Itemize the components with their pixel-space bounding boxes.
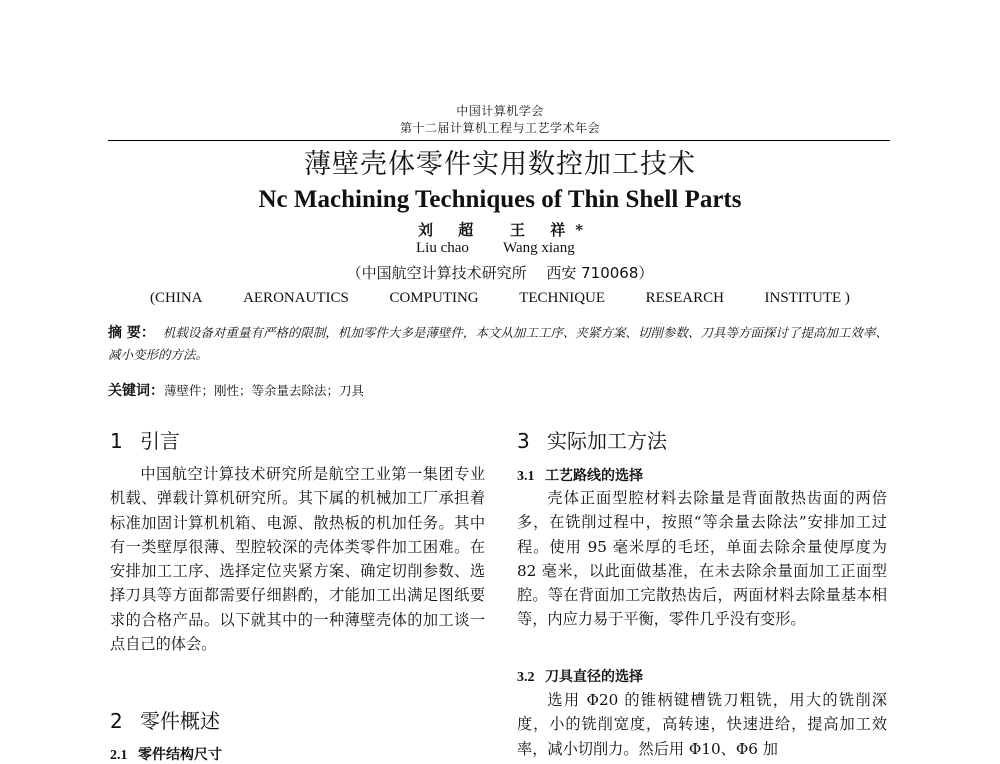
keywords (108, 380, 890, 400)
abstract (108, 322, 890, 366)
subsection-title: 刀具直径的选择 (545, 669, 643, 685)
conference-org: 中国计算机学会 (456, 104, 544, 118)
section-number: 3 (517, 429, 530, 453)
affiliation-word: COMPUTING (389, 290, 479, 306)
subsection-heading-process-route (517, 465, 643, 485)
affiliation-english (150, 290, 850, 307)
title-chinese: 薄壁壳体零件实用数控加工技术 (304, 149, 696, 180)
section-number: 2 (110, 709, 123, 733)
section-heading-part-overview (110, 705, 220, 731)
subsection-number: 2.1 (110, 748, 128, 763)
abstract-text: 机载设备对重量有严格的限制，机加零件大多是薄壁件，本文从加工工序、夹紧方案、切削参数、刀具等方面探讨了提高加工效率、减小变形的方法。 (108, 325, 888, 362)
introduction-paragraph: 中国航空计算技术研究所是航空工业第一集团专业机载、弹载计算机研究所。其下属的机械加工厂承担着标准加固计算机机箱、电源、散热板的机加任务。其中有一类壁厚很薄、型腔较深的壳体类零件加工困难。在安排加工工序、选择定位夹紧方案、确定切削参数、选择刀具等方面都需要仔细斟酌，才能加工出满足图纸要求的合格产品。以下就其中的一种薄壁壳体的加工谈一点自己的体会。 (110, 465, 485, 654)
section-number: 1 (110, 429, 123, 453)
section-title: 实际加工方法 (547, 429, 667, 453)
affiliation-word: TECHNIQUE (519, 290, 606, 306)
keywords-text: 薄壁件；刚性；等余量去除法；刀具 (164, 383, 365, 398)
keywords-label: 关键词： (108, 383, 164, 399)
tool-diameter-paragraph: 选用 Φ20 的锥柄键槽铣刀粗铣，用大的铣削深度，小的铣削宽度，高转速，快速进给，提高加工效率，减小切削力。然后用 Φ10、Φ6 加 (517, 691, 887, 758)
header-rule (108, 140, 890, 141)
subsection-heading-part-dimensions (110, 744, 222, 764)
abstract-label: 摘 要： (108, 325, 155, 341)
conference-name: 第十二届计算机工程与工艺学术年会 (399, 121, 600, 135)
subsection-number: 3.2 (517, 670, 535, 685)
affiliation-word: RESEARCH (645, 290, 724, 306)
process-route-paragraph: 壳体正面型腔材料去除量是背面散热齿面的两倍多，在铣削过程中，按照“等余量去除法”安排加工过程。使用 95 毫米厚的毛坯，单面去除余量使厚度为 82 毫米，以此面做基准，在未去除余量面加工正面型腔。等在背面加工完散热齿后，两面材料去除量基本相等，内应力易于平衡，零件几乎没有变形。 (517, 489, 887, 629)
affiliation-chinese: （中国航空计算技术研究所 西安 710068） (346, 264, 654, 282)
author-en-2: Wang xiang (503, 240, 575, 256)
subsection-heading-tool-diameter (517, 666, 643, 686)
affiliation-word: AERONAUTICS (243, 290, 349, 306)
section-title: 零件概述 (140, 709, 220, 733)
affiliation-word: (CHINA (150, 290, 203, 306)
authors-english (0, 240, 1000, 260)
subsection-number: 3.1 (517, 469, 535, 484)
subsection-title: 工艺路线的选择 (545, 468, 643, 484)
affiliation-word: INSTITUTE ) (764, 290, 850, 306)
author-cn-2: 王 祥* (510, 221, 594, 239)
subsection-title: 零件结构尺寸 (138, 747, 222, 763)
author-cn-1: 刘 超 (418, 221, 484, 239)
section-heading-introduction (110, 425, 180, 451)
author-en-1: Liu chao (416, 240, 469, 256)
title-english: Nc Machining Techniques of Thin Shell Parts (258, 186, 742, 213)
section-title: 引言 (140, 429, 180, 453)
section-heading-machining-methods (517, 425, 667, 451)
authors-chinese (0, 219, 1000, 239)
